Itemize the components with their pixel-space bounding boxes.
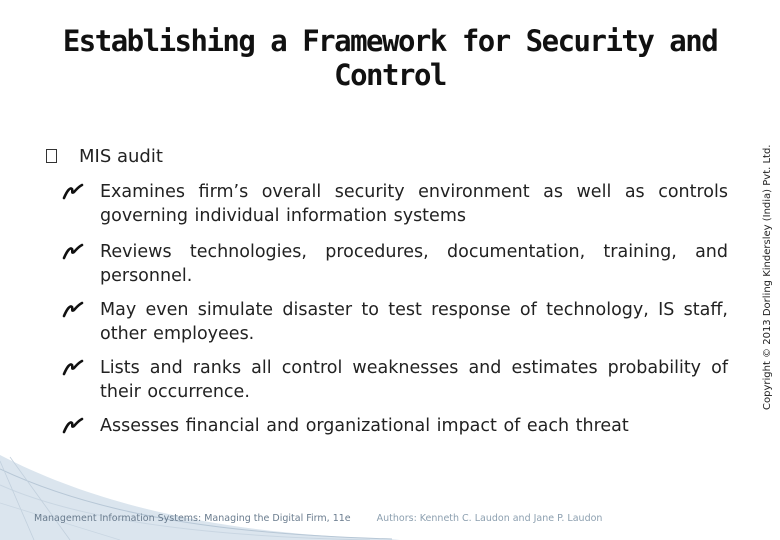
- footer: [34, 513, 602, 524]
- main-bullet-label: MIS audit: [79, 146, 163, 167]
- sub-bullet-text: Lists and ranks all control weaknesses and estimates probability of their occurrence.: [100, 358, 728, 402]
- scribble-leaf-icon: [62, 300, 84, 318]
- main-bullet: [46, 146, 163, 167]
- footer-authors: Authors: Kenneth C. Laudon and Jane P. Laudon: [376, 513, 603, 524]
- slide-title: Establishing a Framework for Security and Control: [62, 24, 718, 92]
- scribble-leaf-icon: [62, 416, 84, 434]
- square-box-icon: [46, 149, 57, 163]
- sub-bullet-text: Assesses financial and organizational impact of each threat: [100, 416, 629, 436]
- footer-book-title: Management Information Systems: Managing the Digital Firm, 11e: [34, 513, 351, 524]
- scribble-leaf-icon: [62, 182, 84, 200]
- scribble-leaf-icon: [62, 358, 84, 376]
- copyright-notice: Copyright © 2013 Dorling Kindersley (India) Pvt. Ltd.: [762, 144, 773, 410]
- sub-bullet-text: Examines firm’s overall security environment as well as controls governing individual information systems: [100, 182, 728, 226]
- decorative-corner-graphic: [0, 455, 400, 540]
- scribble-leaf-icon: [62, 242, 84, 260]
- sub-bullet-text: Reviews technologies, procedures, documentation, training, and personnel.: [100, 242, 728, 286]
- sub-bullet-text: May even simulate disaster to test response of technology, IS staff, other employees.: [100, 300, 728, 344]
